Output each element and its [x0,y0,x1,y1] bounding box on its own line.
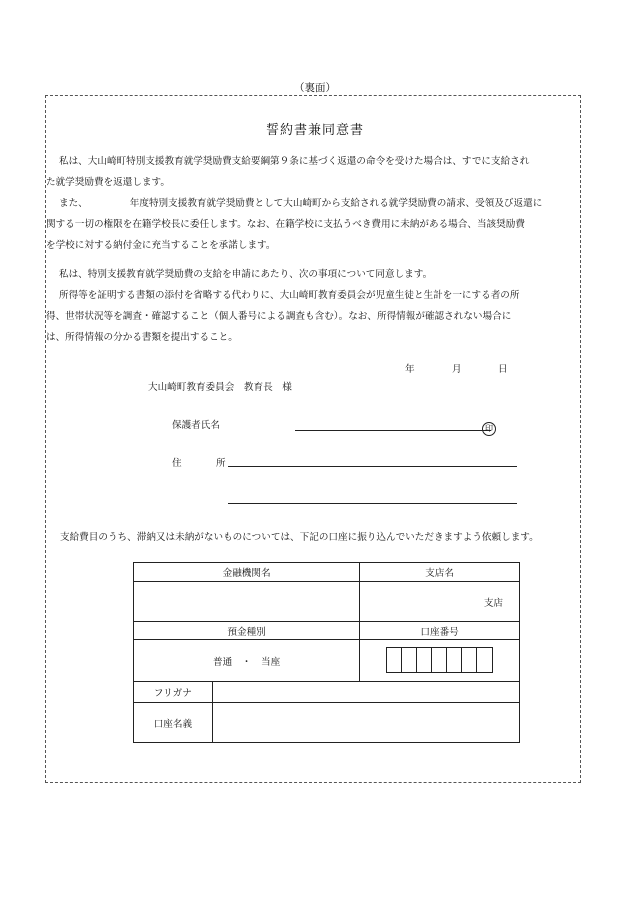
bank-name-header: 金融機関名 [134,563,360,582]
digit-box[interactable] [402,648,417,672]
paragraph-line [46,193,576,214]
paragraph-text: 年度特別支援教育就学奨励費として大山崎町から支給される就学奨励費の請求、受領及び返還に [129,198,543,209]
addressee: 大山崎町教育委員会 教育長 様 [148,382,292,393]
paragraph-line: を学校に対する納付金に充当することを承諾します。 [46,240,276,251]
digit-box[interactable] [387,648,402,672]
furigana-field[interactable] [212,682,519,703]
paragraph-delegation [46,193,576,256]
transfer-request-text: 支給費目のうち、滞納又は未納がないものについては、下記の口座に振り込んでいただきますよう依頼します。 [60,532,539,543]
bank-account-table [133,562,520,743]
date-month-label: 月 [452,364,462,375]
side-label: （裏面） [294,82,336,94]
paragraph-line: は、所得情報の分かる書類を提出すること。 [46,332,238,343]
branch-name-field[interactable] [360,582,520,622]
digit-box[interactable] [477,648,492,672]
digit-box[interactable] [447,648,462,672]
account-number-boxes[interactable] [386,647,493,673]
date-day-label: 日 [498,364,508,375]
deposit-type-options[interactable]: 普通 ・ 当座 [134,640,360,682]
digit-box[interactable] [462,648,477,672]
paragraph-return-pledge [46,151,576,193]
paragraph-line: 私は、大山崎町特別支援教育就学奨励費支給要綱第９条に基づく返還の命令を受けた場合は、すでに支給され [59,156,530,167]
digit-box[interactable] [432,648,447,672]
paragraph-line: た就学奨励費を返還します。 [46,177,170,188]
branch-name-header: 支店名 [360,563,520,582]
deposit-type-header: 預金種別 [134,622,360,640]
account-number-header: 口座番号 [360,622,520,640]
furigana-label: フリガナ [134,682,213,703]
guardian-name-field[interactable] [295,430,491,431]
guardian-name-label: 保護者氏名 [172,420,220,431]
paragraph-line: 関する一切の権限を在籍学校長に委任します。なお、在籍学校に支払うべき費用に未納がある場合、当該奨励費 [46,219,525,230]
digit-box[interactable] [417,648,432,672]
document-title: 誓約書兼同意書 [265,123,364,138]
paragraph-line: 所得等を証明する書類の添付を省略する代わりに、大山崎町教育委員会が児童生徒と生計を一にする者の所 [59,290,520,301]
seal-icon: 印 [482,416,496,436]
address-label-2: 所 [216,458,226,469]
address-label-1: 住 [172,458,182,469]
address-field-line-1[interactable] [228,466,517,467]
branch-suffix: 支店 [483,597,503,609]
paragraph-text: また、 [59,198,88,209]
account-holder-field[interactable] [212,703,519,743]
address-field-line-2[interactable] [228,503,517,504]
date-year-label: 年 [405,364,415,375]
account-number-cell [360,640,520,682]
account-holder-label: 口座名義 [134,703,213,743]
paragraph-line: 私は、特別支援教育就学奨励費の支給を申請にあたり、次の事項について同意します。 [59,269,433,280]
bank-name-field[interactable] [134,582,360,622]
paragraph-consent [46,264,576,348]
paragraph-line: 得、世帯状況等を調査・確認すること（個人番号による調査も含む）。なお、所得情報が確認されない場合に [46,311,512,322]
